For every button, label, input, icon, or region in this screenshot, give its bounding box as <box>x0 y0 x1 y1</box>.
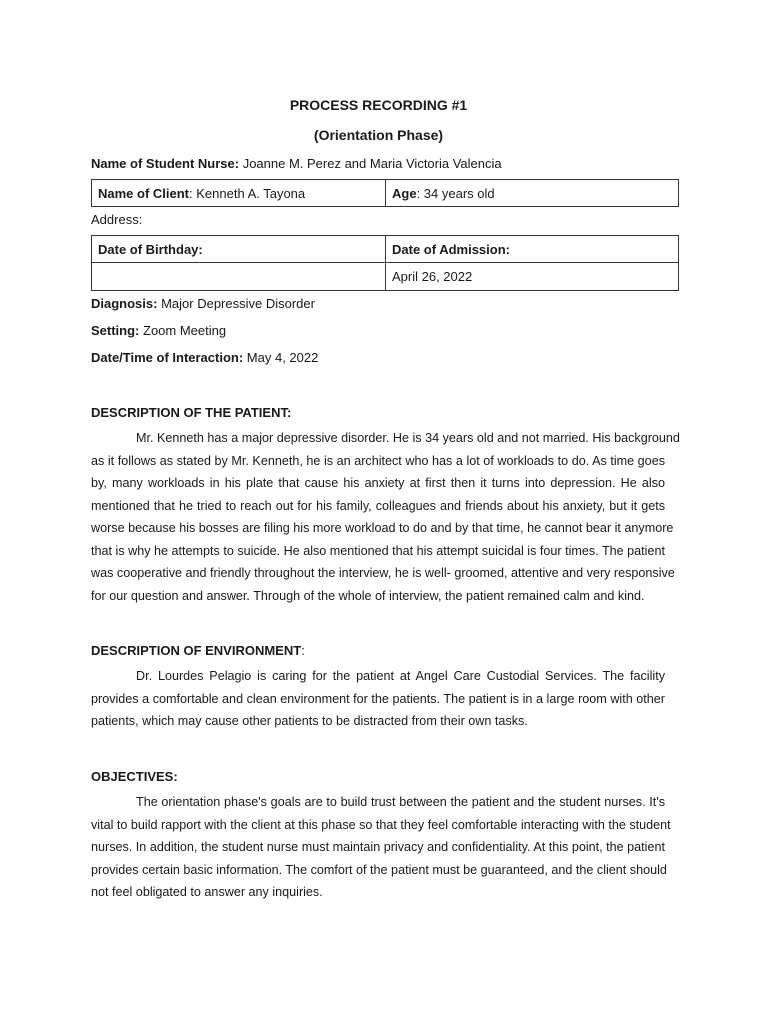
birthday-label-cell: Date of Birthday: <box>92 236 386 263</box>
paragraph-line: not feel obligated to answer any inquiries. <box>91 885 323 899</box>
paragraph-line: provides certain basic information. The comfort of the patient must be guaranteed, and the client should <box>91 862 667 877</box>
environment-heading-colon: : <box>301 643 305 658</box>
paragraph-line: as it follows as stated by Mr. Kenneth, he is an architect who has a lot of workloads to do. As time goes <box>91 453 665 468</box>
document-subtitle: (Orientation Phase) <box>313 127 444 143</box>
paragraph-line: worse because his bosses are filing his more workload to do and by that time, he cannot bear it anymore <box>91 521 674 535</box>
diagnosis-value: Major Depressive Disorder <box>157 296 315 311</box>
setting-label: Setting: <box>91 323 140 338</box>
paragraph-line: for our question and answer. Through of the whole of interview, the patient remained calm and kind. <box>91 588 645 603</box>
dates-value-row <box>92 263 679 291</box>
paragraph-line: mentioned that he tried to reach out for his family, colleagues and friends about his anxiety, but it gets <box>91 498 665 513</box>
admission-value-cell: April 26, 2022 <box>386 263 679 291</box>
paragraph-line: vital to build rapport with the client at this phase so that they feel comfortable interacting with the student <box>91 817 671 832</box>
student-nurse-value: Joanne M. Perez and Maria Victoria Valencia <box>239 156 502 171</box>
diagnosis-line <box>91 296 315 311</box>
address-line <box>91 212 142 227</box>
paragraph-line: The orientation phase's goals are to build trust between the patient and the student nurses. It's <box>136 795 665 809</box>
paragraph-line: patients, which may cause other patients to be distracted from their own tasks. <box>91 714 528 728</box>
client-name-label: Name of Client <box>98 185 190 201</box>
diagnosis-label: Diagnosis: <box>91 296 158 311</box>
paragraph-line: that is why he attempts to suicide. He also mentioned that his attempt suicidal is four times. The patient <box>91 543 665 558</box>
student-nurse-label: Name of Student Nurse: <box>91 156 240 171</box>
dates-table <box>91 235 679 291</box>
admission-label-cell: Date of Admission: <box>386 236 679 263</box>
client-name-value: : Kenneth A. Tayona <box>189 185 306 201</box>
setting-line <box>91 323 226 338</box>
interaction-label: Date/Time of Interaction: <box>91 350 244 365</box>
client-info-row <box>92 180 679 207</box>
paragraph-line: nurses. In addition, the student nurse must maintain privacy and confidentiality. At this point, the patient <box>91 840 665 854</box>
birthday-value-cell <box>92 263 386 291</box>
client-info-table <box>91 179 679 207</box>
client-name-cell <box>92 180 386 207</box>
interaction-value: May 4, 2022 <box>243 350 319 365</box>
environment-description-heading <box>91 643 305 658</box>
objectives-heading: OBJECTIVES: <box>91 769 178 784</box>
environment-heading-text: DESCRIPTION OF ENVIRONMENT <box>91 643 302 658</box>
patient-description-heading: DESCRIPTION OF THE PATIENT: <box>91 405 292 420</box>
interaction-line <box>91 350 318 365</box>
environment-description-paragraph <box>91 665 665 733</box>
objectives-paragraph <box>91 791 671 904</box>
client-age-cell <box>386 180 679 207</box>
document-title: PROCESS RECORDING #1 <box>289 97 468 113</box>
client-age-label: Age <box>392 185 417 201</box>
client-age-value: : 34 years old <box>416 185 495 201</box>
setting-value: Zoom Meeting <box>139 323 227 338</box>
paragraph-line: was cooperative and friendly throughout the interview, he is well- groomed, attentive and very responsive <box>91 566 675 580</box>
paragraph-line: Dr. Lourdes Pelagio is caring for the patient at Angel Care Custodial Services. The facility <box>136 669 665 683</box>
paragraph-line: by, many workloads in his plate that cause his anxiety at first then it turns into depression. He also <box>91 476 665 490</box>
dates-header-row <box>92 236 679 263</box>
address-label: Address: <box>91 212 143 227</box>
patient-description-paragraph <box>91 427 680 607</box>
paragraph-line: provides a comfortable and clean environment for the patients. The patient is in a large room with other <box>91 691 665 706</box>
paragraph-line: Mr. Kenneth has a major depressive disorder. He is 34 years old and not married. His background <box>136 431 680 445</box>
student-nurse-line <box>91 156 502 171</box>
